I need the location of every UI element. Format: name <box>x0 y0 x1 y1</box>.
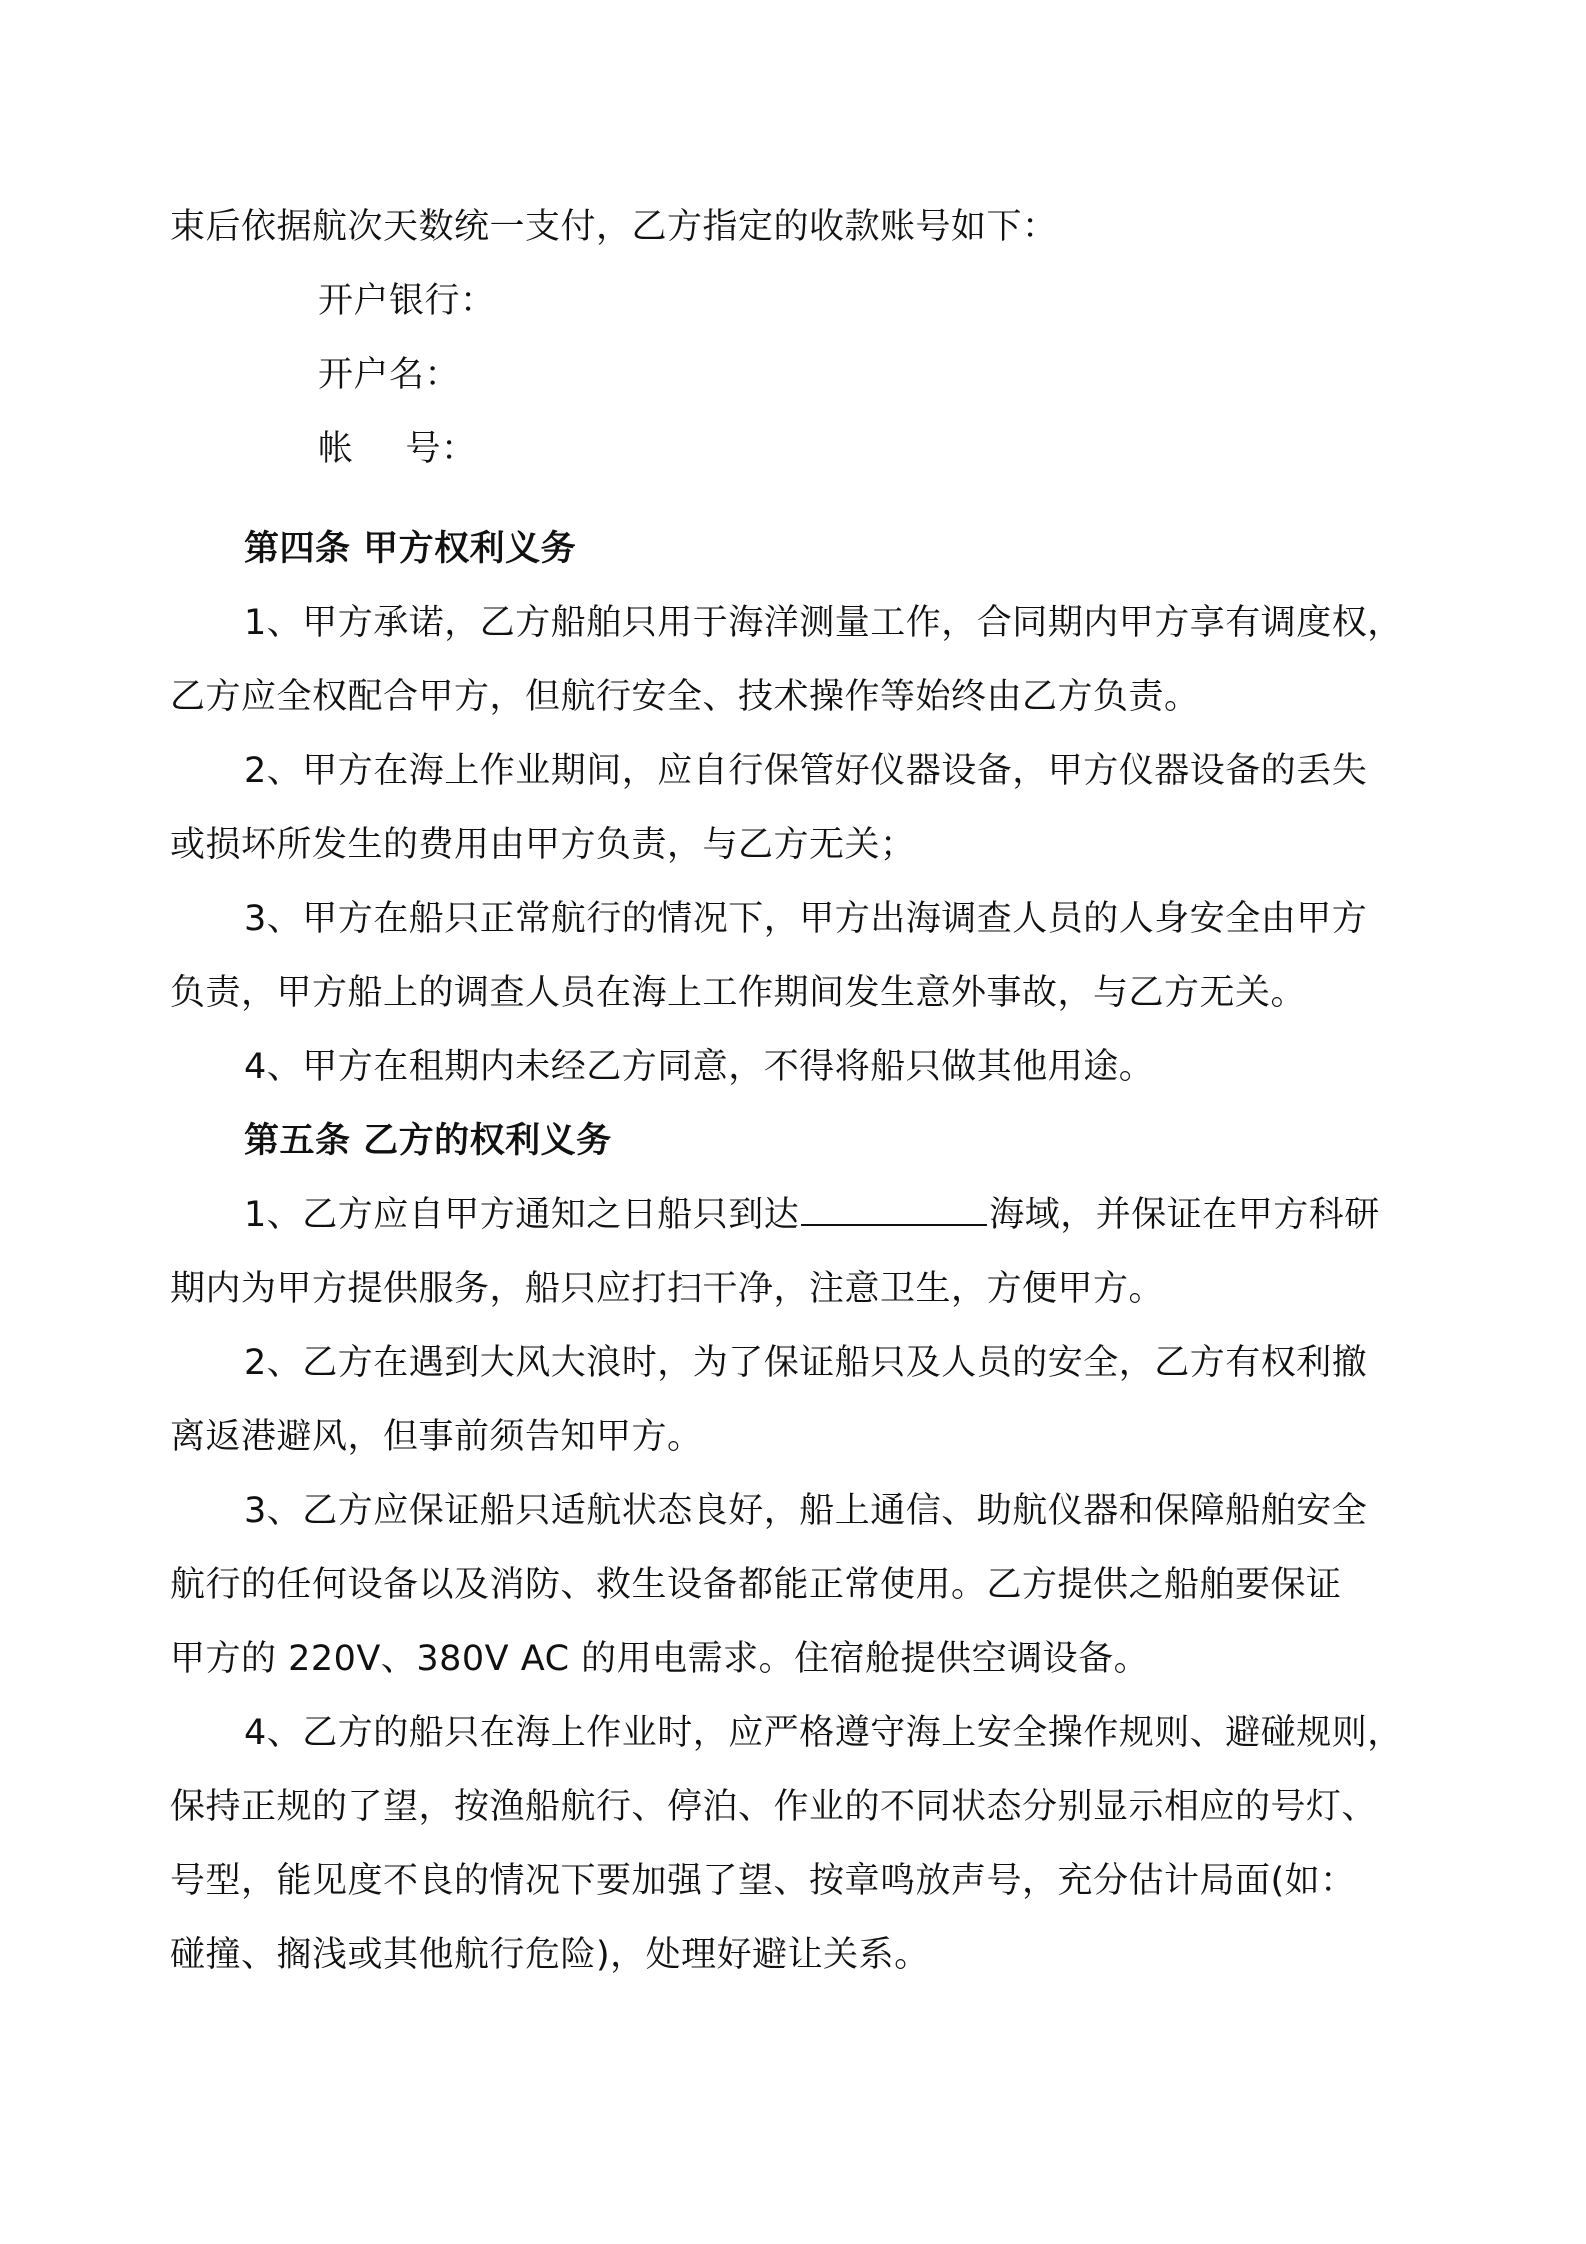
article5-item1-line1 <box>244 1190 1380 1240</box>
account-label-char1: 帐 <box>318 429 354 469</box>
article5-item3-line2: 航行的任何设备以及消防、救生设备都能正常使用。乙方提供之船舶要保证 <box>170 1565 1342 1605</box>
sea-area-blank-line <box>801 1190 987 1226</box>
article4-item2-line2: 或损坏所发生的费用由甲方负责，与乙方无关； <box>170 825 916 865</box>
article4-item3-line2: 负责，甲方船上的调查人员在海上工作期间发生意外事故，与乙方无关。 <box>170 973 1307 1013</box>
article5-item3-line1: 3、乙方应保证船只适航状态良好，船上通信、助航仪器和保障船舶安全 <box>244 1491 1368 1531</box>
article5-item2-line2: 离返港避风，但事前须告知甲方。 <box>170 1417 703 1457</box>
article5-item3-line3: 甲方的 220V、380V AC 的用电需求。住宿舱提供空调设备。 <box>170 1639 1150 1679</box>
article5-item2-line1: 2、乙方在遇到大风大浪时，为了保证船只及人员的安全，乙方有权利撤 <box>244 1343 1368 1383</box>
account-number-field-label <box>318 424 477 474</box>
article5-item1-line2: 期内为甲方提供服务，船只应打扫干净，注意卫生，方便甲方。 <box>170 1269 1165 1309</box>
article4-item4-line1: 4、甲方在租期内未经乙方同意，不得将船只做其他用途。 <box>244 1047 1155 1087</box>
article5-item1-text-after: 海域，并保证在甲方科研 <box>989 1195 1380 1235</box>
account-label-char2: 号： <box>405 429 477 469</box>
article5-item4-line2: 保持正规的了望，按渔船航行、停泊、作业的不同状态分别显示相应的号灯、 <box>170 1787 1378 1827</box>
article4-item3-line1: 3、甲方在船只正常航行的情况下，甲方出海调查人员的人身安全由甲方 <box>244 899 1368 939</box>
article5-item1-text-before: 1、乙方应自甲方通知之日船只到达 <box>244 1195 800 1235</box>
article5-item4-line1: 4、乙方的船只在海上作业时，应严格遵守海上安全操作规则、避碰规则， <box>244 1713 1403 1753</box>
article4-item1-line1: 1、甲方承诺，乙方船舶只用于海洋测量工作，合同期内甲方享有调度权， <box>244 603 1403 643</box>
article4-heading: 第四条 甲方权利义务 <box>244 529 577 569</box>
account-holder-field-label: 开户名： <box>318 355 461 395</box>
bank-name-field-label: 开户银行： <box>318 281 496 321</box>
article4-item2-line1: 2、甲方在海上作业期间，应自行保管好仪器设备，甲方仪器设备的丢失 <box>244 751 1368 791</box>
article5-heading: 第五条 乙方的权利义务 <box>244 1121 612 1161</box>
article5-item4-line3: 号型，能见度不良的情况下要加强了望、按章鸣放声号，充分估计局面(如： <box>170 1861 1356 1901</box>
article5-item4-line4: 碰撞、搁浅或其他航行危险)，处理好避让关系。 <box>170 1935 930 1975</box>
paragraph-continuation: 束后依据航次天数统一支付，乙方指定的收款账号如下： <box>170 207 1058 247</box>
article4-item1-line2: 乙方应全权配合甲方，但航行安全、技术操作等始终由乙方负责。 <box>170 677 1200 717</box>
